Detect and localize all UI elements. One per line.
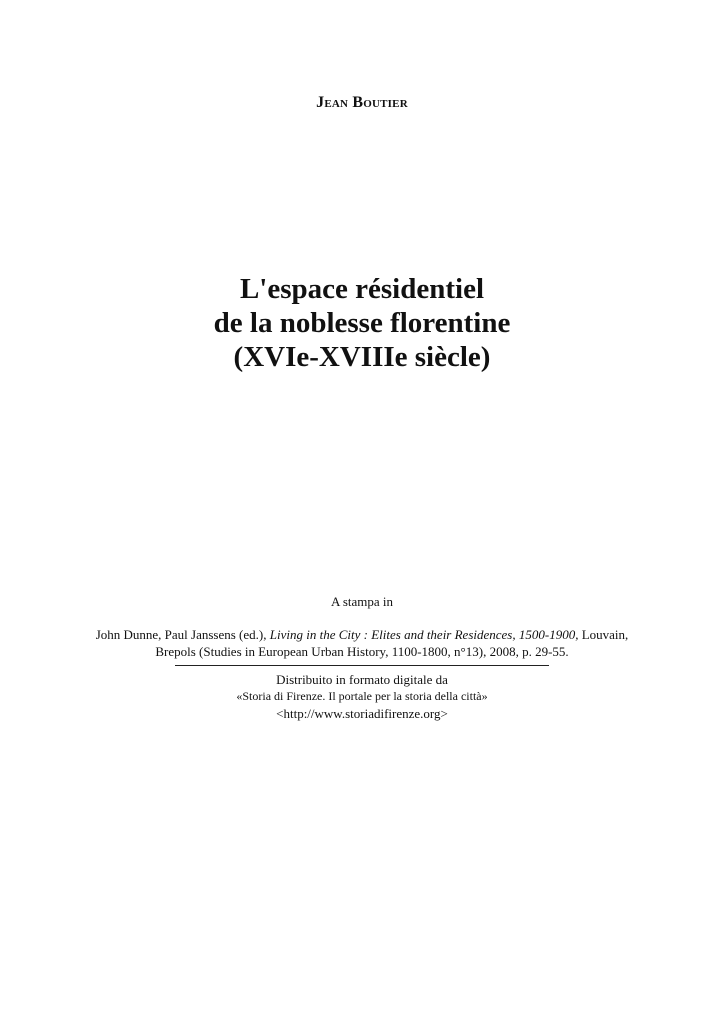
distribution-portal-name: «Storia di Firenze. Il portale per la storia della città»: [236, 689, 488, 703]
print-source-label: A stampa in: [330, 594, 394, 609]
distribution-line-1: Distribuito in formato digitale da: [276, 672, 448, 687]
author-name: Jean Boutier: [316, 94, 408, 111]
title-line-2: de la noblesse florentine: [213, 307, 511, 339]
citation-work-title: Living in the City : Elites and their Residences, 1500-1900,: [269, 627, 579, 642]
citation: [90, 626, 634, 660]
distribution-note: [0, 671, 724, 722]
distribution-url[interactable]: <http://www.storiadifirenze.org>: [276, 706, 448, 721]
title-line-1: L'espace résidentiel: [239, 273, 485, 305]
title-line-3: (XVIe-XVIIIe siècle): [233, 341, 491, 373]
citation-line-2: Brepols (Studies in European Urban History, 1100-1800, n°13), 2008, p. 29-55.: [155, 644, 569, 659]
citation-place: Louvain,: [578, 627, 629, 642]
document-title: [0, 272, 724, 374]
citation-line-1: [90, 626, 634, 643]
divider-rule: [175, 665, 549, 666]
citation-editors: John Dunne, Paul Janssens (ed.),: [95, 627, 270, 642]
